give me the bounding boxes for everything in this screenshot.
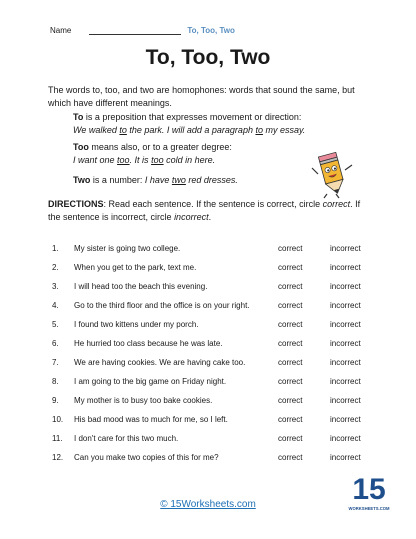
choice-correct[interactable]: correct (278, 339, 303, 348)
exercise-row (48, 301, 378, 320)
header (50, 26, 235, 35)
definition-word: Two (73, 175, 91, 185)
choice-correct[interactable]: correct (278, 263, 303, 272)
item-number: 5. (52, 320, 59, 329)
definition-two (73, 174, 238, 187)
directions-correct: correct (322, 199, 351, 209)
example-part: I want one (73, 155, 118, 165)
example-underlined: two (171, 175, 186, 185)
exercise-row (48, 453, 378, 472)
definition-text: means also, or to a greater degree: (88, 142, 232, 152)
item-number: 2. (52, 263, 59, 272)
exercise-row (48, 339, 378, 358)
item-sentence: I don't care for this two much. (74, 434, 179, 443)
item-number: 7. (52, 358, 59, 367)
directions-label: DIRECTIONS (48, 199, 104, 209)
exercise-row (48, 282, 378, 301)
directions-incorrect: incorrect (174, 212, 209, 222)
exercise-row (48, 415, 378, 434)
choice-correct[interactable]: correct (278, 301, 303, 310)
exercise-row (48, 434, 378, 453)
definition-too (73, 141, 232, 154)
definition-text: is a preposition that expresses movement or direction: (83, 112, 302, 122)
example-underlined: too (117, 155, 130, 165)
example-part: red dresses. (185, 175, 238, 185)
choice-incorrect[interactable]: incorrect (330, 320, 361, 329)
choice-incorrect[interactable]: incorrect (330, 415, 361, 424)
intro-text: The words to, too, and two are homophones: words that sound the same, but which have different meanings. (48, 85, 355, 108)
name-label: Name (50, 26, 72, 35)
choice-correct[interactable]: correct (278, 244, 303, 253)
item-number: 10. (52, 415, 64, 424)
item-number: 6. (52, 339, 59, 348)
exercise-row (48, 358, 378, 377)
directions-part: : Read each sentence. If the sentence is correct, circle (103, 199, 323, 209)
directions-part: . (208, 212, 212, 222)
example-underlined: to (119, 125, 127, 135)
exercise-row (48, 263, 378, 282)
item-number: 12. (52, 453, 64, 462)
definition-to (73, 111, 301, 124)
item-sentence: I found two kittens under my porch. (74, 320, 199, 329)
choice-incorrect[interactable]: incorrect (330, 282, 361, 291)
directions-part: . If the sentence is incorrect, circle (48, 199, 361, 222)
item-number: 8. (52, 377, 59, 386)
item-sentence: My mother is to busy too bake cookies. (74, 396, 213, 405)
example-underlined: too (151, 155, 164, 165)
definition-word: Too (73, 142, 89, 152)
choice-correct[interactable]: correct (278, 453, 303, 462)
choice-correct[interactable]: correct (278, 282, 303, 291)
header-subtitle: To, Too, Two (187, 26, 235, 35)
item-sentence: I will head too the beach this evening. (74, 282, 208, 291)
item-number: 4. (52, 301, 59, 310)
item-sentence: When you get to the park, text me. (74, 263, 197, 272)
logo-text: WORKSHEETS.COM (348, 506, 390, 511)
choice-incorrect[interactable]: incorrect (330, 434, 361, 443)
choice-correct[interactable]: correct (278, 320, 303, 329)
page-title: To, Too, Two (145, 46, 271, 69)
item-number: 3. (52, 282, 59, 291)
choice-incorrect[interactable]: incorrect (330, 358, 361, 367)
choice-incorrect[interactable]: incorrect (330, 339, 361, 348)
example-part: my essay. (262, 125, 306, 135)
choice-incorrect[interactable]: incorrect (330, 396, 361, 405)
choice-correct[interactable]: correct (278, 377, 303, 386)
item-sentence: I am going to the big game on Friday night. (74, 377, 227, 386)
item-sentence: He hurried too class because he was late. (74, 339, 223, 348)
choice-correct[interactable]: correct (278, 434, 303, 443)
choice-incorrect[interactable]: incorrect (330, 244, 361, 253)
choice-correct[interactable]: correct (278, 415, 303, 424)
item-sentence: His bad mood was to much for me, so I left. (74, 415, 228, 424)
exercise-row (48, 396, 378, 415)
example-part: the park. I will add a paragraph (126, 125, 256, 135)
item-sentence: Can you make two copies of this for me? (74, 453, 219, 462)
item-number: 11. (52, 434, 63, 443)
example-part: We walked (73, 125, 120, 135)
item-number: 1. (52, 244, 59, 253)
choice-incorrect[interactable]: incorrect (330, 377, 361, 386)
example-part: . It is (129, 155, 152, 165)
item-sentence: My sister is going two college. (74, 244, 181, 253)
exercise-list (48, 244, 378, 472)
choice-incorrect[interactable]: incorrect (330, 263, 361, 272)
example-part: I have (144, 175, 172, 185)
logo-number: 15 (352, 473, 386, 506)
item-sentence: We are having cookies. We are having cake too. (74, 358, 246, 367)
directions-text (48, 198, 368, 224)
choice-correct[interactable]: correct (278, 396, 303, 405)
definition-word: To (73, 112, 84, 122)
choice-incorrect[interactable]: incorrect (330, 453, 361, 462)
exercise-row (48, 244, 378, 263)
footer (0, 499, 416, 510)
footer-copyright[interactable]: © 15Worksheets.com (160, 499, 256, 510)
exercise-row (48, 377, 378, 396)
choice-correct[interactable]: correct (278, 358, 303, 367)
pencil-mascot-icon (309, 148, 355, 198)
item-number: 9. (52, 396, 59, 405)
example-to (73, 125, 305, 135)
example-underlined: to (255, 125, 263, 135)
choice-incorrect[interactable]: incorrect (330, 301, 361, 310)
item-sentence: Go to the third floor and the office is on your right. (74, 301, 250, 310)
example-part: cold in here. (163, 155, 216, 165)
definition-text: is a number: (90, 175, 145, 185)
example-too (73, 155, 215, 165)
name-line[interactable] (89, 33, 181, 35)
exercise-row (48, 320, 378, 339)
